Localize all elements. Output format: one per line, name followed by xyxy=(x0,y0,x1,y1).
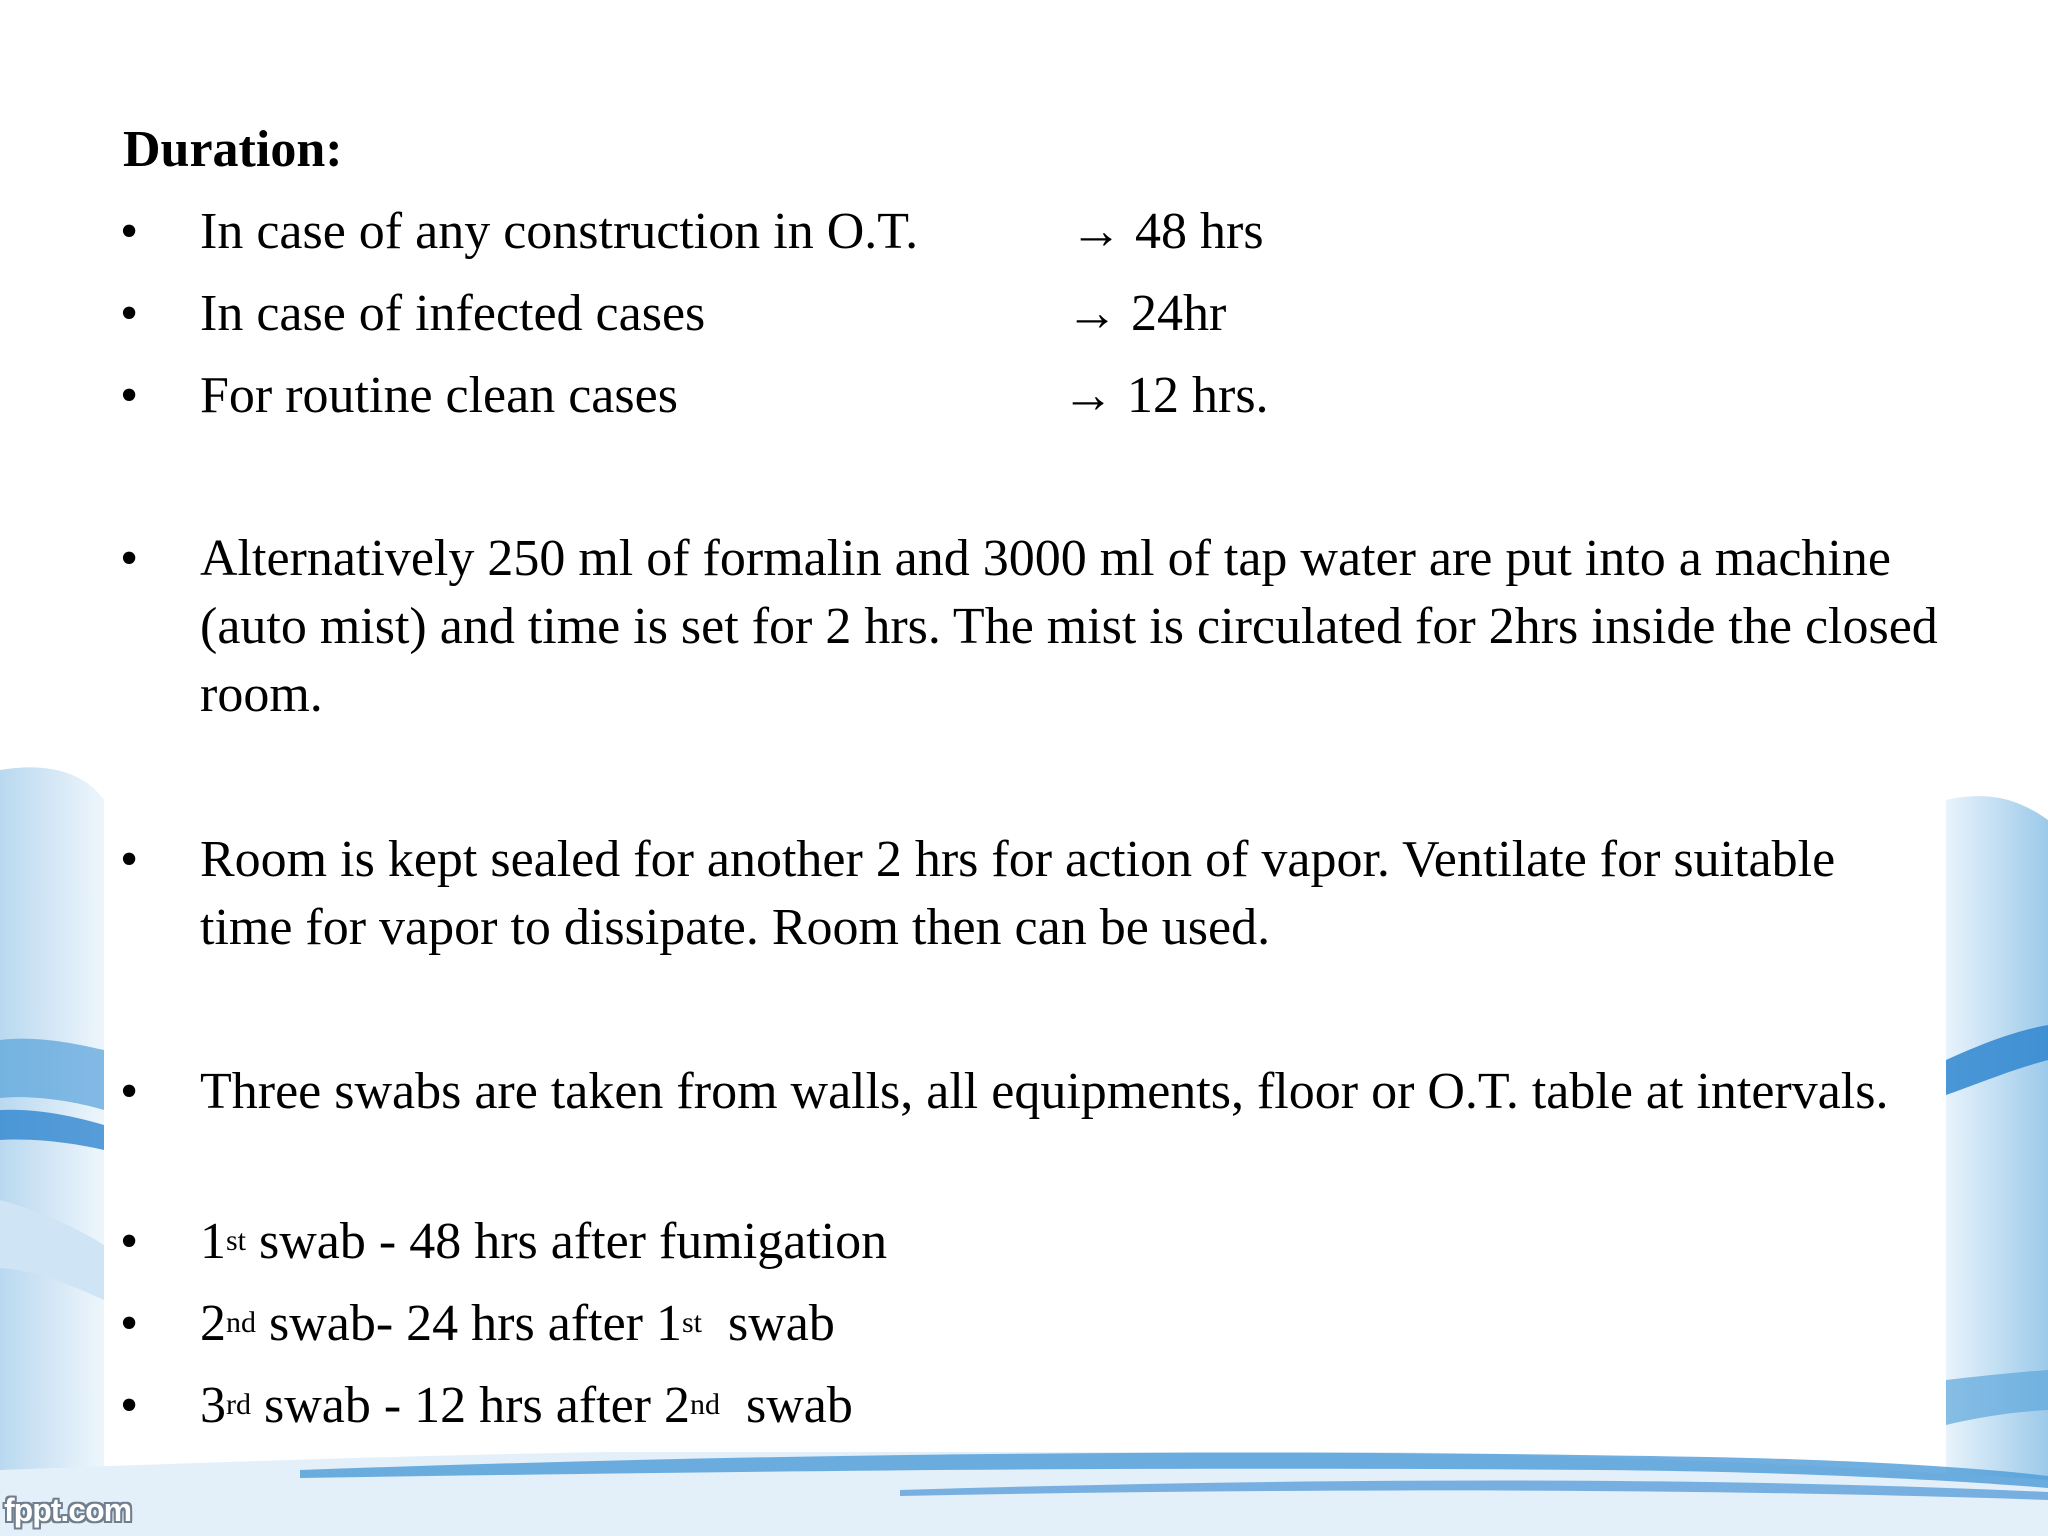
left-wave-wash xyxy=(0,767,104,1536)
swab-2-text xyxy=(200,1290,835,1358)
bullet-paragraph-3: • xyxy=(120,1063,139,1120)
swab-1-ordinal: st xyxy=(226,1224,247,1257)
paragraph-three-swabs: Three swabs are taken from walls, all equipments, floor or O.T. table at intervals. xyxy=(200,1063,1889,1120)
bullet-swab-2: • xyxy=(120,1295,139,1352)
swab-1-description: swab - 48 hrs after fumigation xyxy=(246,1213,888,1270)
swab-3-ordinal: rd xyxy=(226,1388,251,1421)
bullet-duration-1: • xyxy=(120,203,139,260)
duration-label-construction: In case of any construction in O.T. xyxy=(200,203,919,260)
fppt-logo: fppt.com xyxy=(4,1492,132,1528)
duration-value-infected: → 24hr xyxy=(1066,285,1227,342)
swab-1-number: 1 xyxy=(200,1213,226,1270)
swab-3-tail: swab xyxy=(719,1377,853,1434)
swab-2-ref-ordinal: st xyxy=(681,1306,702,1339)
bullet-swab-1: • xyxy=(120,1213,139,1270)
duration-label-infected: In case of infected cases xyxy=(200,285,706,342)
swab-3-text xyxy=(200,1372,853,1440)
bullet-swab-3: • xyxy=(120,1377,139,1434)
swab-1-text xyxy=(200,1208,887,1276)
bullet-duration-3: • xyxy=(120,367,139,424)
swab-3-description: swab - 12 hrs after 2 xyxy=(251,1377,690,1434)
swab-2-tail: swab xyxy=(702,1295,835,1352)
bullet-duration-2: • xyxy=(120,285,139,342)
paragraph-room-sealed: Room is kept sealed for another 2 hrs for action of vapor. Ventilate for suitable time for vapor to dissipate. Room then can be used. xyxy=(200,831,1836,956)
duration-value-routine: → 12 hrs. xyxy=(1062,367,1269,424)
right-wave-wash xyxy=(1946,796,2048,1536)
bullet-paragraph-1: • xyxy=(120,530,139,587)
duration-value-construction: → 48 hrs xyxy=(1070,203,1264,260)
slide-heading: Duration: xyxy=(123,121,343,178)
paragraph-auto-mist: Alternatively 250 ml of formalin and 3000 ml of tap water are put into a machine (auto mist) and time is set for 2 hrs. The mist is circulated for 2hrs inside the closed room. xyxy=(200,530,1938,723)
swab-3-ref-ordinal: nd xyxy=(689,1388,720,1421)
duration-label-routine: For routine clean cases xyxy=(200,367,678,424)
swab-3-number: 3 xyxy=(200,1377,226,1434)
swab-2-ordinal: nd xyxy=(226,1306,256,1339)
swab-2-description: swab- 24 hrs after 1 xyxy=(256,1295,682,1352)
bullet-paragraph-2: • xyxy=(120,831,139,888)
swab-2-number: 2 xyxy=(200,1295,226,1352)
